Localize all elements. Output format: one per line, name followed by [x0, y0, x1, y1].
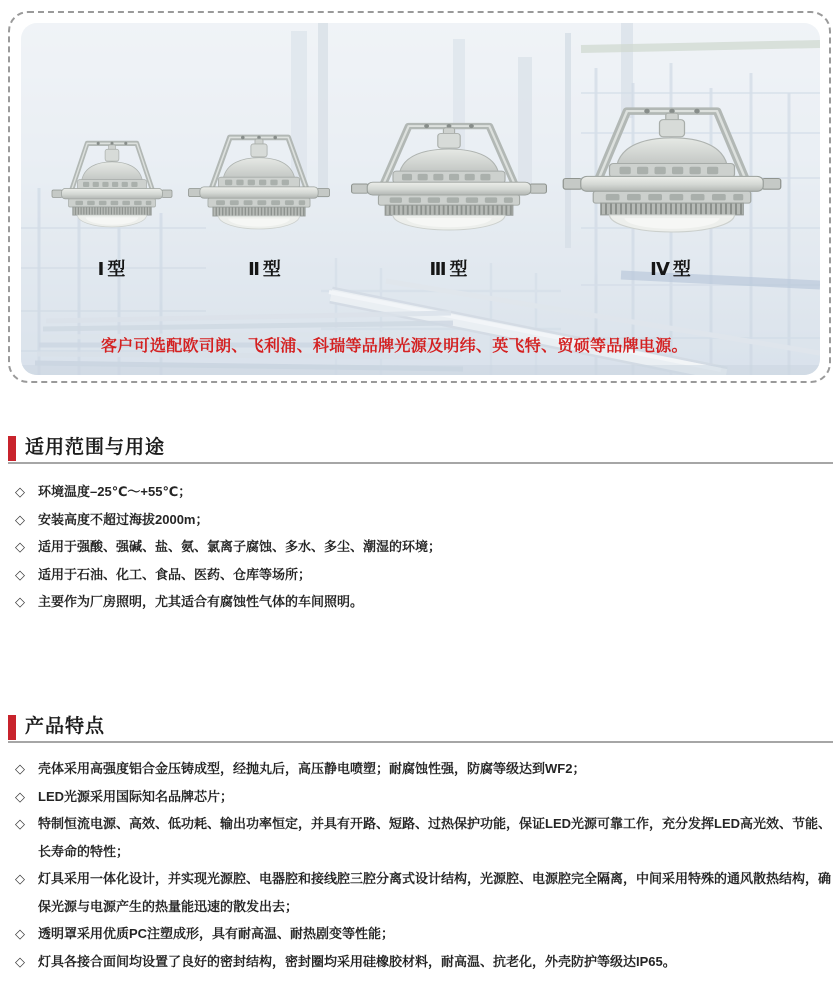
- list-item: [15, 561, 835, 589]
- type-label-4: Ⅳ型: [650, 259, 694, 279]
- list-item-text: 特制恒流电源、高效、低功耗、输出功率恒定，并具有开路、短路、过热保护功能，保证LED光源可靠工作，充分发挥LED高光效、节能、长寿命的特性；: [38, 816, 832, 859]
- list-item: [15, 478, 835, 506]
- factory-background-image: [21, 23, 820, 375]
- diamond-bullet-icon: ◇: [15, 484, 25, 499]
- factory-photo: [21, 23, 820, 375]
- list-item: [15, 588, 835, 616]
- diamond-bullet-icon: ◇: [15, 926, 25, 941]
- section-header-scope: [8, 435, 833, 464]
- list-item-text: 灯具采用一体化设计，并实现光源腔、电器腔和接线腔三腔分离式设计结构，光源腔、电源腔完全隔离，中间采用特殊的通风散热结构，确保光源与电源产生的热量能迅速的散发出去；: [38, 871, 832, 914]
- diamond-bullet-icon: ◇: [15, 953, 25, 969]
- section-title: 适用范围与用途: [25, 437, 166, 458]
- list-item: [15, 533, 835, 561]
- list-item-text: 灯具各接合面间均设置了良好的密封结构，密封圈均采用硅橡胶材料，耐高温、抗老化，外壳防护等级达IP65。: [38, 953, 676, 969]
- diamond-bullet-icon: ◇: [15, 511, 25, 527]
- list-item: [15, 920, 835, 948]
- red-accent-bar: [8, 715, 16, 740]
- diamond-bullet-icon: ◇: [15, 788, 25, 804]
- type-label-2: Ⅱ型: [248, 259, 284, 279]
- scope-list: [15, 478, 835, 616]
- list-item: [15, 948, 835, 976]
- diamond-bullet-icon: ◇: [15, 594, 25, 609]
- list-item-text: 安装高度不超过海拔2000m；: [38, 511, 209, 527]
- list-item-text: 壳体采用高强度铝合金压铸成型，经抛丸后，高压静电喷塑；耐腐蚀性强，防腐等级达到WF2；: [38, 761, 586, 776]
- diamond-bullet-icon: ◇: [15, 566, 25, 582]
- list-item-text: 透明罩采用优质PC注塑成形，具有耐高温、耐热剧变等性能；: [38, 926, 395, 941]
- list-item: [15, 755, 835, 783]
- brand-options-caption: 客户可选配欧司朗、飞利浦、科瑞等品牌光源及明纬、英飞特、贸硕等品牌电源。: [101, 338, 688, 355]
- product-lineup-frame: [8, 11, 831, 383]
- features-list: [15, 755, 835, 975]
- list-item: [15, 810, 835, 865]
- list-item: [15, 783, 835, 811]
- list-item: [15, 865, 835, 920]
- section-header-features: [8, 714, 833, 743]
- list-item: [15, 506, 835, 534]
- diamond-bullet-icon: ◇: [15, 871, 25, 886]
- diamond-bullet-icon: ◇: [15, 761, 25, 776]
- red-accent-bar: [8, 436, 16, 461]
- type-label-3: Ⅲ型: [429, 259, 471, 279]
- list-item-text: LED光源采用国际知名品牌芯片；: [38, 788, 234, 804]
- section-title: 产品特点: [25, 716, 106, 737]
- list-item-text: 适用于强酸、强碱、盐、氨、氯离子腐蚀、多水、多尘、潮湿的环境；: [38, 539, 442, 554]
- diamond-bullet-icon: ◇: [15, 539, 25, 554]
- list-item-text: 环境温度–25℃～+55℃；: [38, 484, 192, 499]
- diamond-bullet-icon: ◇: [15, 816, 25, 831]
- type-label-1: Ⅰ型: [97, 259, 129, 279]
- list-item-text: 适用于石油、化工、食品、医药、仓库等场所；: [38, 566, 312, 582]
- list-item-text: 主要作为厂房照明，尤其适合有腐蚀性气体的车间照明。: [38, 594, 364, 609]
